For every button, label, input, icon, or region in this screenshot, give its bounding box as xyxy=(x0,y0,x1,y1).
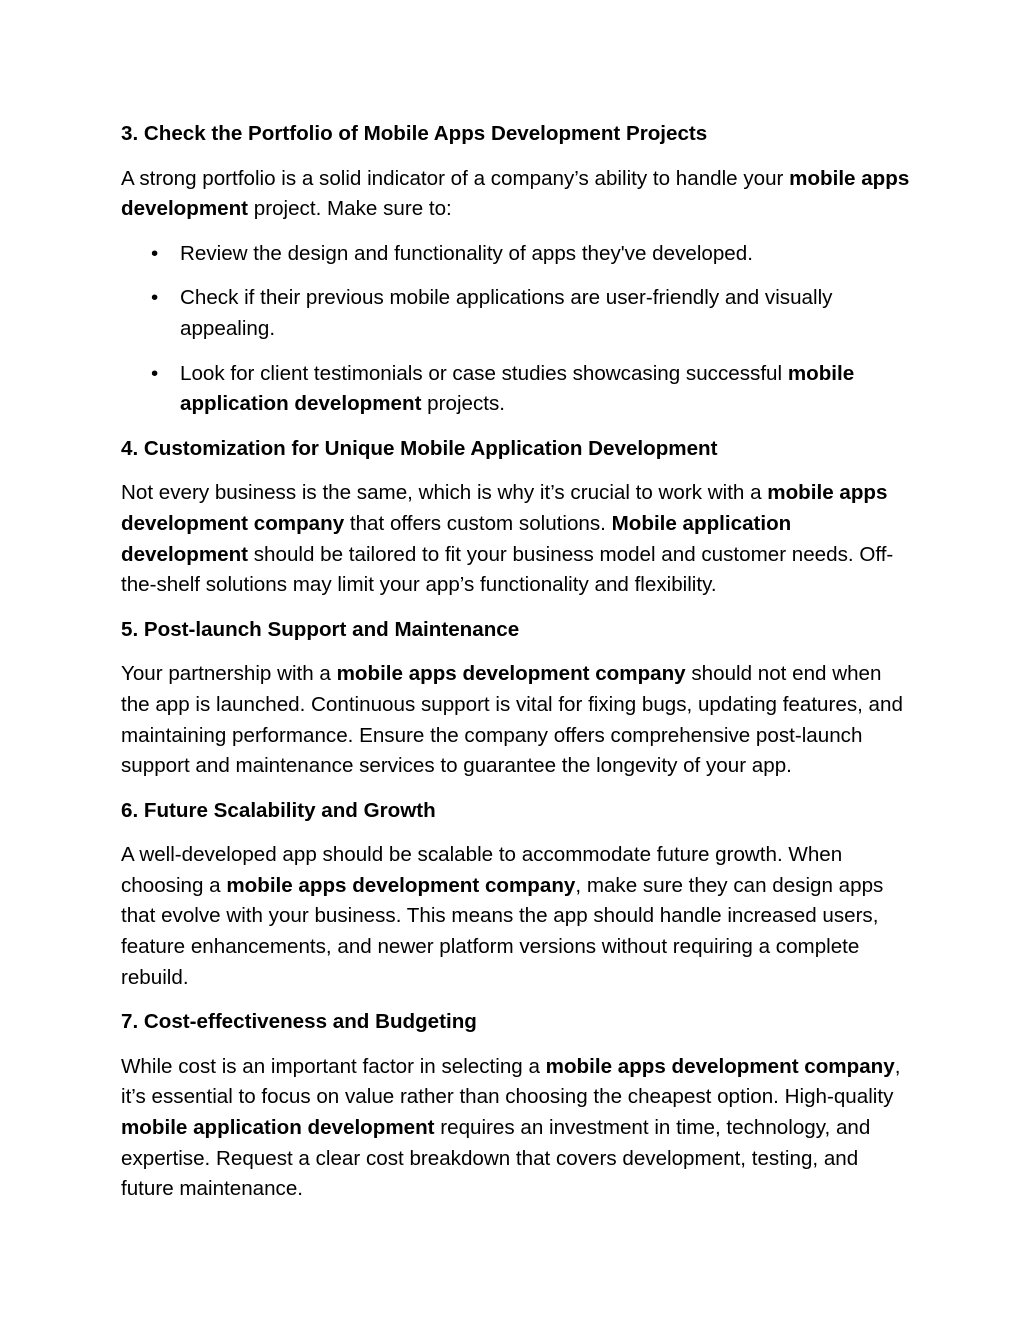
text-run: Not every business is the same, which is why it’s crucial to work with a xyxy=(121,481,768,505)
section-heading: 4. Customization for Unique Mobile Application Development xyxy=(121,436,718,460)
section xyxy=(121,1007,911,1205)
section-paragraph xyxy=(121,1052,911,1205)
text-run: A strong portfolio is a solid indicator of a company’s ability to handle your xyxy=(121,166,790,190)
bold-text-run: Mobile application development xyxy=(121,511,792,566)
bold-text-run: mobile apps development xyxy=(121,166,910,221)
text-run: , make sure they can design apps that evolve with your business. This means the app should handle increased users, feature enhancements, and newer platform versions without requiring a complete rebuild. xyxy=(121,873,884,989)
section-heading: 6. Future Scalability and Growth xyxy=(121,798,436,822)
section-paragraph xyxy=(121,840,911,993)
text-run: projects. xyxy=(421,392,506,416)
text-run: While cost is an important factor in selecting a xyxy=(121,1054,546,1078)
text-run: should be tailored to fit your business model and customer needs. Off-the-shelf solutions may limit your app’s functionality and flexibility. xyxy=(121,542,894,597)
bold-text-run: mobile application development xyxy=(121,1116,435,1140)
section-paragraph xyxy=(121,164,911,225)
section-paragraph xyxy=(121,478,911,600)
section xyxy=(121,434,911,601)
text-run: , it’s essential to focus on value rather than choosing the cheapest option. High-quality xyxy=(121,1054,901,1109)
text-run: that offers custom solutions. xyxy=(344,511,612,535)
section-heading: 5. Post-launch Support and Maintenance xyxy=(121,617,520,641)
section-paragraph xyxy=(121,659,911,781)
bold-text-run: mobile application development xyxy=(180,361,855,416)
section-heading: 7. Cost-effectiveness and Budgeting xyxy=(121,1010,477,1034)
bold-text-run: mobile apps development company xyxy=(545,1054,895,1078)
section-heading: 3. Check the Portfolio of Mobile Apps Development Projects xyxy=(121,122,708,145)
bullet-list xyxy=(121,239,911,420)
text-run: requires an investment in time, technology, and expertise. Request a clear cost breakdown that covers development, testing, and future maintenance. xyxy=(121,1116,871,1201)
list-item xyxy=(121,359,911,420)
text-run: Your partnership with a xyxy=(121,662,337,686)
bullet-icon: • xyxy=(151,361,159,385)
list-item xyxy=(121,239,911,270)
bold-text-run: mobile apps development company xyxy=(121,481,888,535)
bold-text-run: mobile apps development company xyxy=(336,662,686,686)
bullet-icon: • xyxy=(151,286,159,310)
bold-text-run: mobile apps development company xyxy=(226,873,576,897)
section xyxy=(121,615,911,782)
section xyxy=(121,796,911,994)
list-item xyxy=(121,283,911,344)
bullet-icon: • xyxy=(151,241,159,265)
text-run: Look for client testimonials or case studies showcasing successful xyxy=(180,361,788,385)
section xyxy=(121,119,911,420)
text-run: should not end when the app is launched. Continuous support is vital for fixing bugs, updating features, and maintaining performance. Ensure the company offers comprehensive post-launch support and maintenance services to guarantee the longevity of your app. xyxy=(121,662,903,778)
text-run: A well-developed app should be scalable to accommodate future growth. When choosing a xyxy=(121,843,843,897)
text-run: Check if their previous mobile applications are user-friendly and visually appealing. xyxy=(180,286,833,340)
document-page xyxy=(121,119,911,1219)
text-run: Review the design and functionality of apps they've developed. xyxy=(180,241,753,265)
text-run: project. Make sure to: xyxy=(248,197,452,221)
